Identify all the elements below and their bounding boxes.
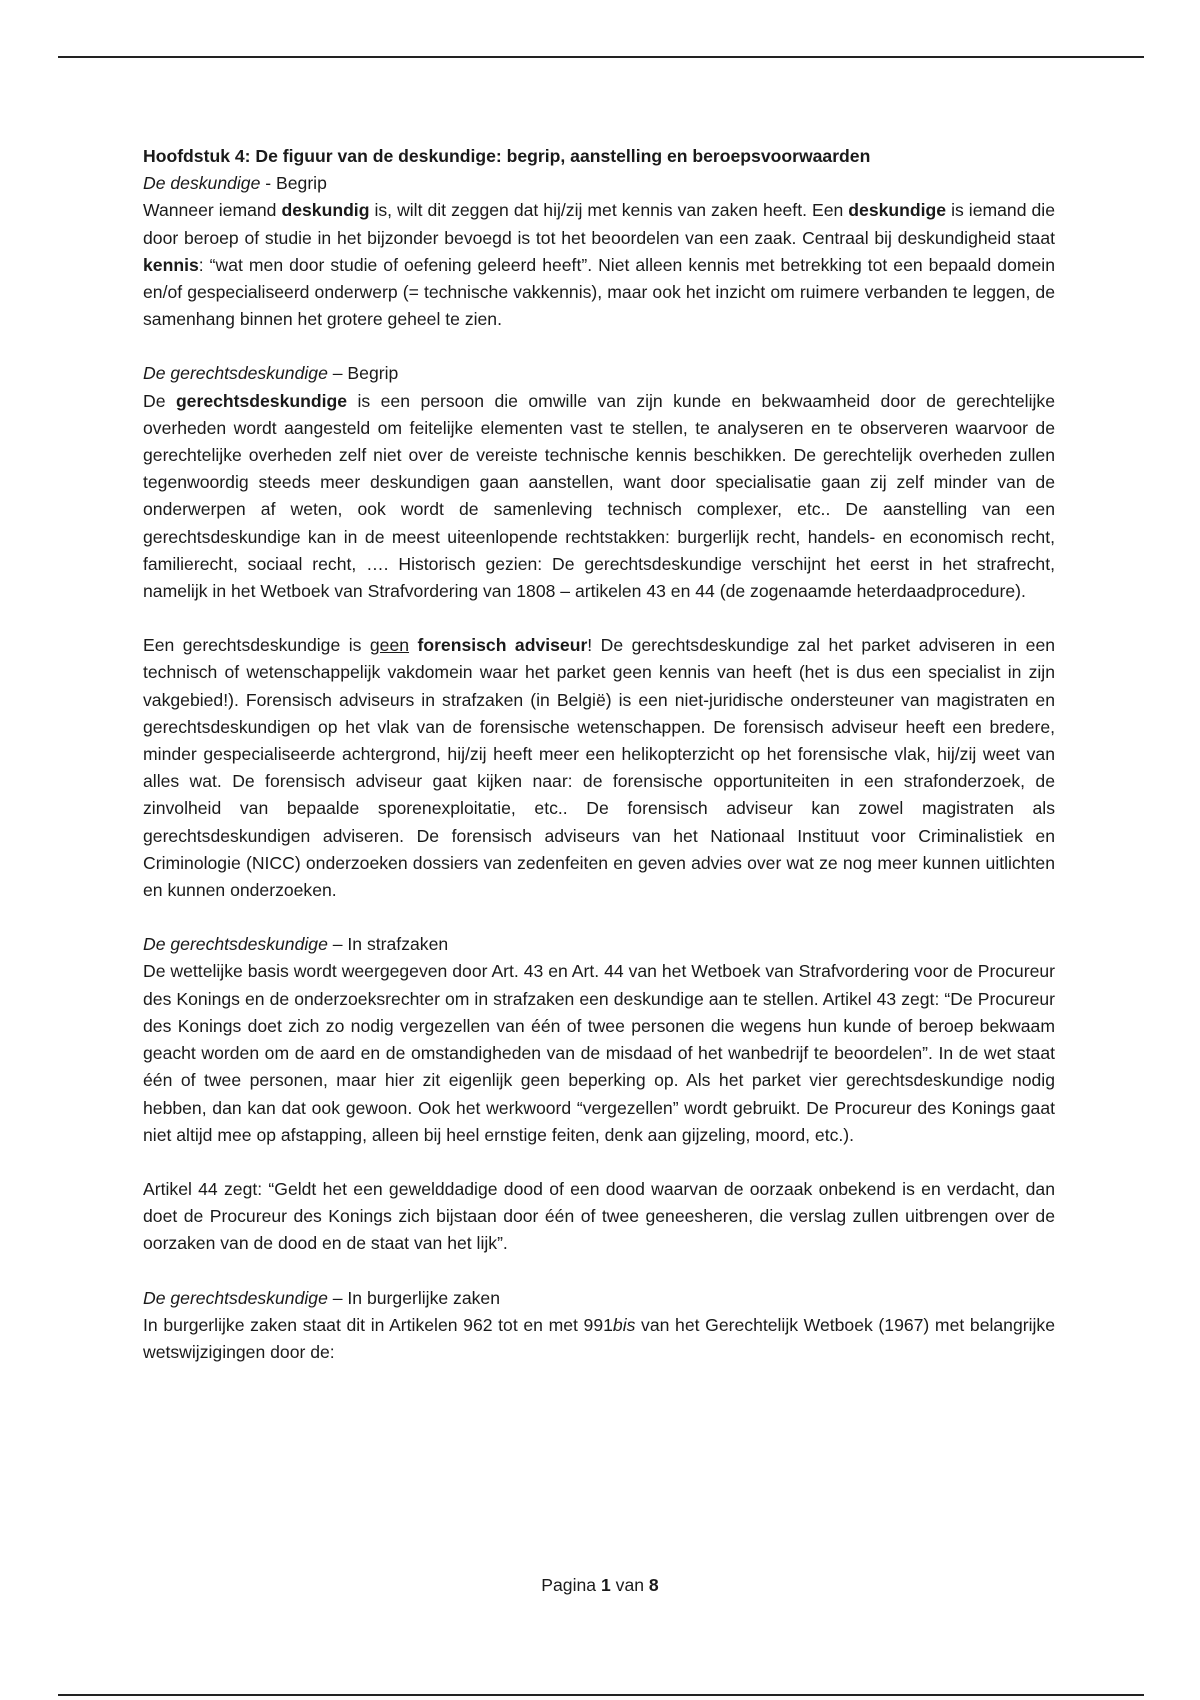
paragraph-artikel-44: Artikel 44 zegt: “Geldt het een gewelddadige dood of een dood waarvan de oorzaak onbekend is en verdacht, dan doet de Procureur des Konings zich bijstaan door één of twee geneesheren, die verslag zullen uitbrengen over de oorzaken van de dood en de staat van het lijk”. xyxy=(143,1178,1055,1254)
section-subtitle-deskundige: De deskundige - Begrip xyxy=(143,173,327,194)
section-subtitle-gerechtsdeskundige-begrip: De gerechtsdeskundige – Begrip xyxy=(143,363,399,384)
footer-rule xyxy=(58,1694,1144,1696)
paragraph-gerechtsdeskundige-begrip: De gerechtsdeskundige is een persoon die omwille van zijn kunde en bekwaamheid door de gerechtelijke overheden wordt aangesteld om feitelijke elementen vast te stellen, te analyseren en te observeren waarvoor de gerechtelijke overheden zelf niet over de vereiste technische kennis beschikken. De gerechtelijk overheden zullen tegenwoordig steeds meer deskundigen gaan aanstellen, want door specialisatie gaan zij zelf minder van de onderwerpen af weten, ook wordt de samenleving technisch complexer, etc.. De aanstelling van een gerechtsdeskundige kan in de meest uiteenlopende rechtstakken: burgerlijk recht, handels- en economisch recht, familierecht, sociaal recht, …. Historisch gezien: De gerechtsdeskundige verschijnt het eerst in het strafrecht, namelijk in het Wetboek van Strafvordering van 1808 – artikelen 43 en 44 (de zogenaamde heterdaadprocedure). xyxy=(143,390,1055,602)
section-subtitle-strafzaken: De gerechtsdeskundige – In strafzaken xyxy=(143,934,449,955)
paragraph-burgerlijke-zaken: In burgerlijke zaken staat dit in Artikelen 962 tot en met 991bis van het Gerechtelijk Wetboek (1967) met belangrijke wetswijzigingen door de: xyxy=(143,1314,1055,1362)
document-body xyxy=(143,143,1055,1366)
current-page-number: 1 xyxy=(600,1575,611,1595)
total-pages-number: 8 xyxy=(648,1575,659,1595)
chapter-heading: Hoofdstuk 4: De figuur van de deskundige: begrip, aanstelling en beroepsvoorwaarden xyxy=(143,146,871,166)
paragraph-forensisch-adviseur: Een gerechtsdeskundige is geen forensisch adviseur! De gerechtsdeskundige zal het parket adviseren in een technisch of wetenschappelijk vakdomein waar het parket geen kennis van heeft (het is dus een specialist in zijn vakgebied!). Forensisch adviseurs in strafzaken (in België) is een niet-juridische ondersteuner van magistraten en gerechtsdeskundigen op het vlak van de forensische wetenschappen. De forensisch adviseur heeft een bredere, minder gespecialiseerde achtergrond, hij/zij heeft meer een helikopterzicht op het forensische vlak, hij/zij weet van alles wat. De forensisch adviseur gaat kijken naar: de forensische opportuniteiten in een strafonderzoek, de zinvolheid van bepaalde sporenexploitatie, etc.. De forensisch adviseur kan zowel magistraten als gerechtsdeskundigen adviseren. De forensisch adviseurs van het Nationaal Instituut voor Criminalistiek en Criminologie (NICC) onderzoeken dossiers van zedenfeiten en geven advies over wat ze nog meer kunnen uitlichten en kunnen onderzoeken. xyxy=(143,635,1056,901)
page-footer: Pagina 1 van 8 xyxy=(541,1575,659,1595)
paragraph-artikel-43: De wettelijke basis wordt weergegeven door Art. 43 en Art. 44 van het Wetboek van Strafvordering voor de Procureur des Konings en de onderzoeksrechter om in strafzaken een deskundige aan te stellen. Artikel 43 zegt: “De Procureur des Konings doet zich zo nodig vergezellen van één of twee personen die wegens hun kunde of beroep bekwaam geacht worden om de aard en de omstandigheden van de misdaad of het wanbedrijf te beoordelen”. In de wet staat één of twee personen, maar hier zit eigenlijk geen beperking op. Als het parket vier gerechtsdeskundige nodig hebben, dan kan dat ook gewoon. Ook het werkwoord “vergezellen” wordt gebruikt. De Procureur des Konings gaat niet altijd mee op afstapping, alleen bij heel ernstige feiten, denk aan gijzeling, moord, etc.). xyxy=(143,961,1055,1145)
section-subtitle-burgerlijke-zaken: De gerechtsdeskundige – In burgerlijke zaken xyxy=(143,1287,500,1308)
paragraph-deskundige-begrip: Wanneer iemand deskundig is, wilt dit zeggen dat hij/zij met kennis van zaken heeft. Een deskundige is iemand die door beroep of studie in het bijzonder bevoegd is tot het beoordelen van een zaak. Centraal bij deskundigheid staat kennis: “wat men door studie of oefening geleerd heeft”. Niet alleen kennis met betrekking tot een bepaald domein en/of gespecialiseerd onderwerp (= technische vakkennis), maar ook het inzicht om ruimere verbanden te leggen, de samenhang binnen het grotere geheel te zien. xyxy=(143,200,1055,330)
header-rule xyxy=(58,56,1144,58)
